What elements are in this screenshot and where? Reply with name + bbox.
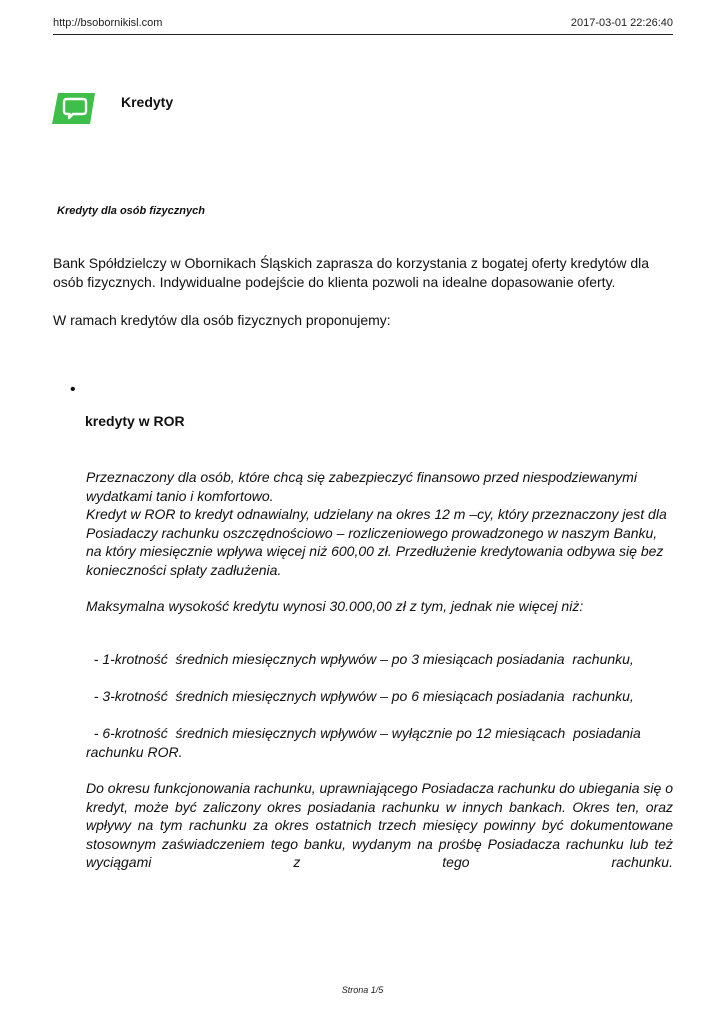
page-subtitle: Kredyty dla osób fizycznych xyxy=(57,205,205,217)
section-title: kredyty w ROR xyxy=(85,413,185,429)
page-title: Kredyty xyxy=(121,94,174,110)
list-bullet: • xyxy=(70,381,76,398)
closing-paragraph: Do okresu funkcjonowania rachunku, uprawniającego Posiadacza rachunku do ubiegania się o kredyt, może być zaliczony okres posiadania rachunku w innych bankach. Okres ten, oraz wpływy na tym rachunku za okres ostatnich trzech miesięcy powinny być dokumentowane stosownym zaświadczeniem tego banku, wydanym na prośbę Posiadacza rachunku lub też wyciągami z tego rachunku. xyxy=(86,780,673,870)
description-block xyxy=(86,468,673,579)
limit-item: - 6-krotność średnich miesięcznych wpływów – wyłącznie po 12 miesiącach posiadania rachunku ROR. xyxy=(86,725,645,760)
page-number: Strona 1/5 xyxy=(341,985,384,995)
page-url[interactable]: http://bsobornikisl.com xyxy=(53,17,163,29)
speech-bubble-icon xyxy=(52,92,96,125)
max-amount-paragraph: Maksymalna wysokość kredytu wynosi 30.000,00 zł z tym, jednak nie więcej niż: xyxy=(86,598,584,614)
print-timestamp: 2017-03-01 22:26:40 xyxy=(570,17,673,29)
description-line: Kredyt w ROR to kredyt odnawialny, udzielany na okres 12 m –cy, który przeznaczony jest dla Posiadaczy rachunku oszczędnościowo – rozliczeniowego prowadzonego w naszym Banku, na który miesięcznie wpływa więcej niż 600,00 zł. Przedłużenie kredytowania odbywa się bez konieczności spłaty zadłużenia. xyxy=(86,506,667,578)
intro-paragraph: Bank Spółdzielczy w Obornikach Śląskich zaprasza do korzystania z bogatej oferty kredytów dla osób fizycznych. Indywidualne podejście do klienta pozwoli na idealne dopasowanie oferty. xyxy=(53,255,650,290)
limit-item: - 3-krotność średnich miesięcznych wpływów – po 6 miesiącach posiadania rachunku, xyxy=(86,688,634,704)
print-header xyxy=(53,17,673,33)
description-line: Przeznaczony dla osób, które chcą się zabezpieczyć finansowo przed niespodziewanymi wydatkami tanio i komfortowo. xyxy=(86,469,637,504)
header-divider xyxy=(53,34,673,35)
offer-intro-paragraph: W ramach kredytów dla osób fizycznych proponujemy: xyxy=(53,312,391,328)
limit-item: - 1-krotność średnich miesięcznych wpływów – po 3 miesiącach posiadania rachunku, xyxy=(86,651,634,667)
